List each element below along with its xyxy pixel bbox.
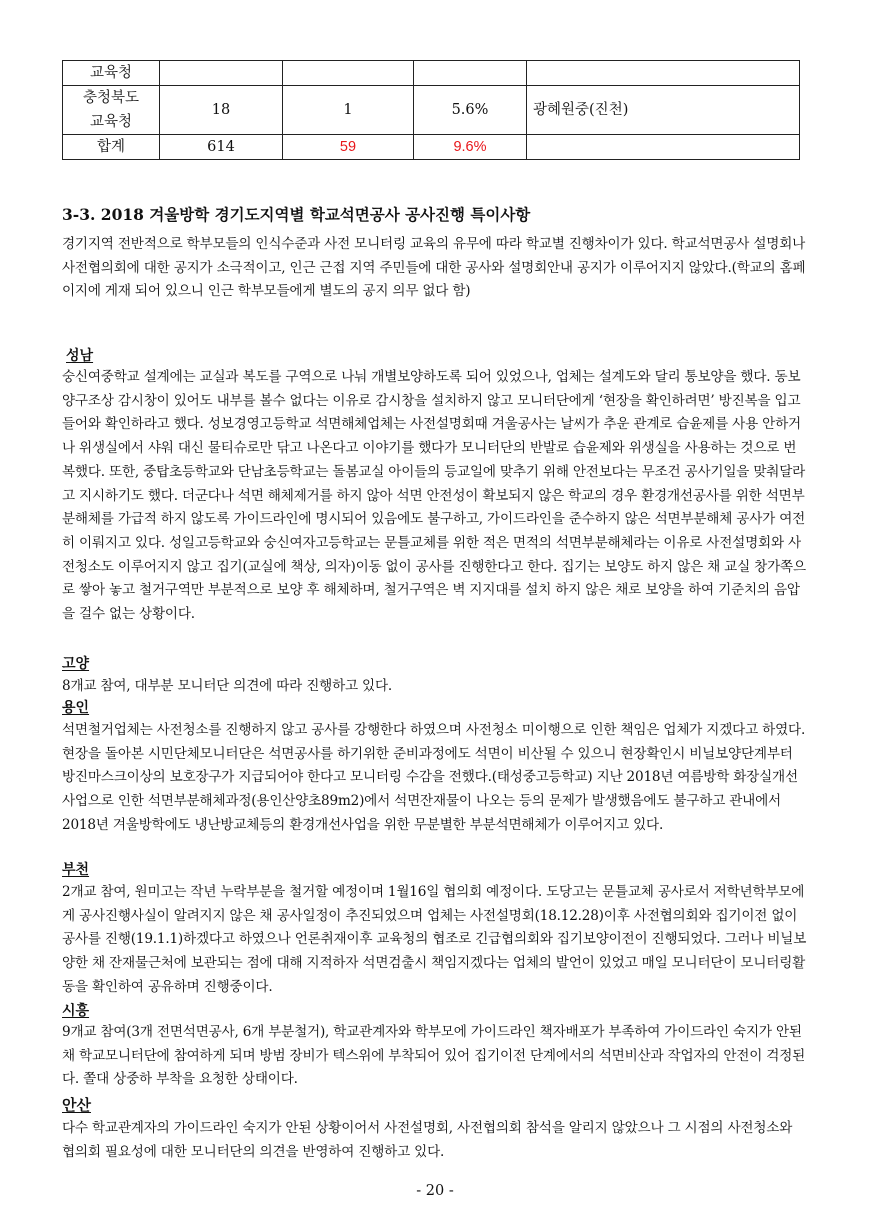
region-body-siheung: 9개교 참여(3개 전면석면공사, 6개 부분철거), 학교관계자와 학부모에 가이드라인 책자배포가 부족하여 가이드라인 숙지가 안된채 학교모니터단에 참여하게 되며 방범 장비가 텍스위에 부착되어 있어 집기이전 단계에서의 석면비산과 작업자의 안전이 걱정된다. 쫄대 상중하 부착을 요청한 상태이다. [62, 1024, 806, 1088]
region-body-yongin: 석면철거업체는 사전청소를 진행하지 않고 공사를 강행한다 하였으며 사전청소 미이행으로 인한 책임은 업체가 지겠다고 하였다. 현장을 돌아본 시민단체모니터단은 석면공사를 하기위한 준비과정에도 석면이 비산될 수 있으니 현장확인시 비닐보양단계부터 방진마스크이상의 보호장구가 지급되어야 한다고 모니터링 수감을 전했다.(태성중고등학교) 지난 2018년 여름방학 화장실개선사업으로 인한 석면부분해체과정(용인산양초89m2)에서 석면잔재물이 나오는 등의 문제가 발생했음에도 불구하고 관내에서 2018년 겨울방학에도 냉난방교체등의 환경개선사업을 위한 무분별한 부분석면해체가 이루어지고 있다. [62, 722, 806, 833]
table-cell-percent-highlight: 9.6% [414, 135, 527, 160]
table-cell-region: 교육청 [63, 61, 160, 86]
region-title-seongnam: 성남 [66, 348, 94, 364]
table-cell-total: 614 [160, 135, 283, 160]
region-title-yongin: 용인 [62, 700, 90, 716]
region-title-goyang: 고양 [62, 656, 90, 672]
table-cell-schools: 광혜원중(진천) [527, 86, 800, 135]
table-cell-total-label: 합계 [63, 135, 160, 160]
section-heading: 3-3. 2018 겨울방학 경기도지역별 학교석면공사 공사진행 특이사항 [62, 205, 531, 224]
table-cell-count: 1 [283, 86, 414, 135]
table-cell-region [63, 86, 160, 135]
table-cell-percent: 5.6% [414, 86, 527, 135]
table-row-total [63, 135, 800, 160]
region-title-ansan: 안산 [62, 1096, 91, 1114]
region-name-line: 충청북도 [82, 90, 140, 106]
table-cell-total [160, 61, 283, 86]
region-body-bucheon: 2개교 참여, 원미고는 작년 누락부분을 철거할 예정이며 1월16일 협의회 예정이다. 도당고는 문틀교체 공사로서 저학년학부모에게 공사진행사실이 알려지지 않은 채 공사일정이 추진되었으며 업체는 사전설명회(18.12.28)이후 사전협의회와 집기이전 없이 공사를 진행(19.1.1)하겠다고 하였으나 언론취재이후 교육청의 협조로 긴급협의회와 집기보양이전이 진행되었다. 그러나 비닐보양한 채 잔재물근처에 보관되는 점에 대해 지적하자 석면검출시 책임지겠다는 업체의 발언이 있었고 매일 모니터단이 모니터링활동을 확인하여 공유하며 진행중이다. [62, 884, 807, 995]
table-cell-percent [414, 61, 527, 86]
table-cell-count [283, 61, 414, 86]
region-title-bucheon: 부천 [62, 862, 90, 878]
region-body-ansan: 다수 학교관계자의 가이드라인 숙지가 안된 상황이어서 사전설명회, 사전협의회 참석을 알리지 않았으나 그 시점의 사전청소와 협의회 필요성에 대한 모니터단의 의견을 반영하여 진행하고 있다. [62, 1120, 793, 1160]
summary-table [62, 60, 800, 160]
region-body-seongnam: 숭신여중학교 설계에는 교실과 복도를 구역으로 나눠 개별보양하도록 되어 있었으나, 업체는 설계도와 달리 통보양을 했다. 동보양구조상 감시창이 있어도 내부를 볼수 없다는 이유로 감시창을 설치하지 않고 모니터단에게 ‘현장을 확인하려면’ 방진복을 입고 들어와 확인하라고 했다. 성보경영고등학교 석면해체업체는 사전설명회때 겨울공사는 날씨가 추운 관계로 습윤제를 사용 안하거나 위생실에서 샤워 대신 물티슈로만 닦고 나온다고 이야기를 했다가 모니터단의 반발로 습윤제와 위생실을 사용하는 것으로 번복했다. 또한, 중탑초등학교와 단남초등학교는 돌봄교실 아이들의 등교일에 맞추기 위해 안전보다는 무조건 공사기일을 맞춰달라고 지시하기도 했다. 더군다나 석면 해체제거를 하지 않아 석면 안전성이 확보되지 않은 학교의 경우 환경개선공사를 위한 석면부분해체를 가급적 하지 않도록 가이드라인에 명시되어 있음에도 불구하고, 가이드라인을 준수하지 않은 석면부분해체 공사가 여전히 이뤄지고 있다. 성일고등학교와 숭신여자고등학교는 문틀교체를 위한 적은 면적의 석면부분해체라는 이유로 사전설명회와 사전청소도 이루어지지 않고 집기(교실에 책상, 의자)이동 없이 공사를 진행한다고 한다. 집기는 보양도 하지 않은 채 교실 창가쪽으로 쌓아 놓고 철거구역만 부분적으로 보양 후 해체하며, 철거구역은 벽 지지대를 설치 하지 않은 채로 보양을 하여 기준치의 음압을 걸수 없는 상황이다. [62, 369, 806, 623]
intro-paragraph: 경기지역 전반적으로 학부모들의 인식수준과 사전 모니터링 교육의 유무에 따라 학교별 진행차이가 있다. 학교석면공사 설명회나 사전협의회에 대한 공지가 소극적이고, 인근 근접 지역 주민들에 대한 공사와 설명회안내 공지가 이루어지지 않았다.(학교의 홈페이지에 게재 되어 있으니 인근 학부모들에게 별도의 공지 의무 없다 함) [62, 236, 806, 300]
region-body-goyang: 8개교 참여, 대부분 모니터단 의견에 따라 진행하고 있다. [62, 678, 393, 694]
table-row [63, 86, 800, 135]
table-cell-schools [527, 135, 800, 160]
table-row [63, 61, 800, 86]
table-cell-count-highlight: 59 [283, 135, 414, 160]
table-cell-schools [527, 61, 800, 86]
page-number: - 20 - [416, 1183, 454, 1199]
region-title-siheung: 시흥 [62, 1003, 90, 1019]
table-cell-total: 18 [160, 86, 283, 135]
region-name-line: 교육청 [89, 114, 133, 130]
